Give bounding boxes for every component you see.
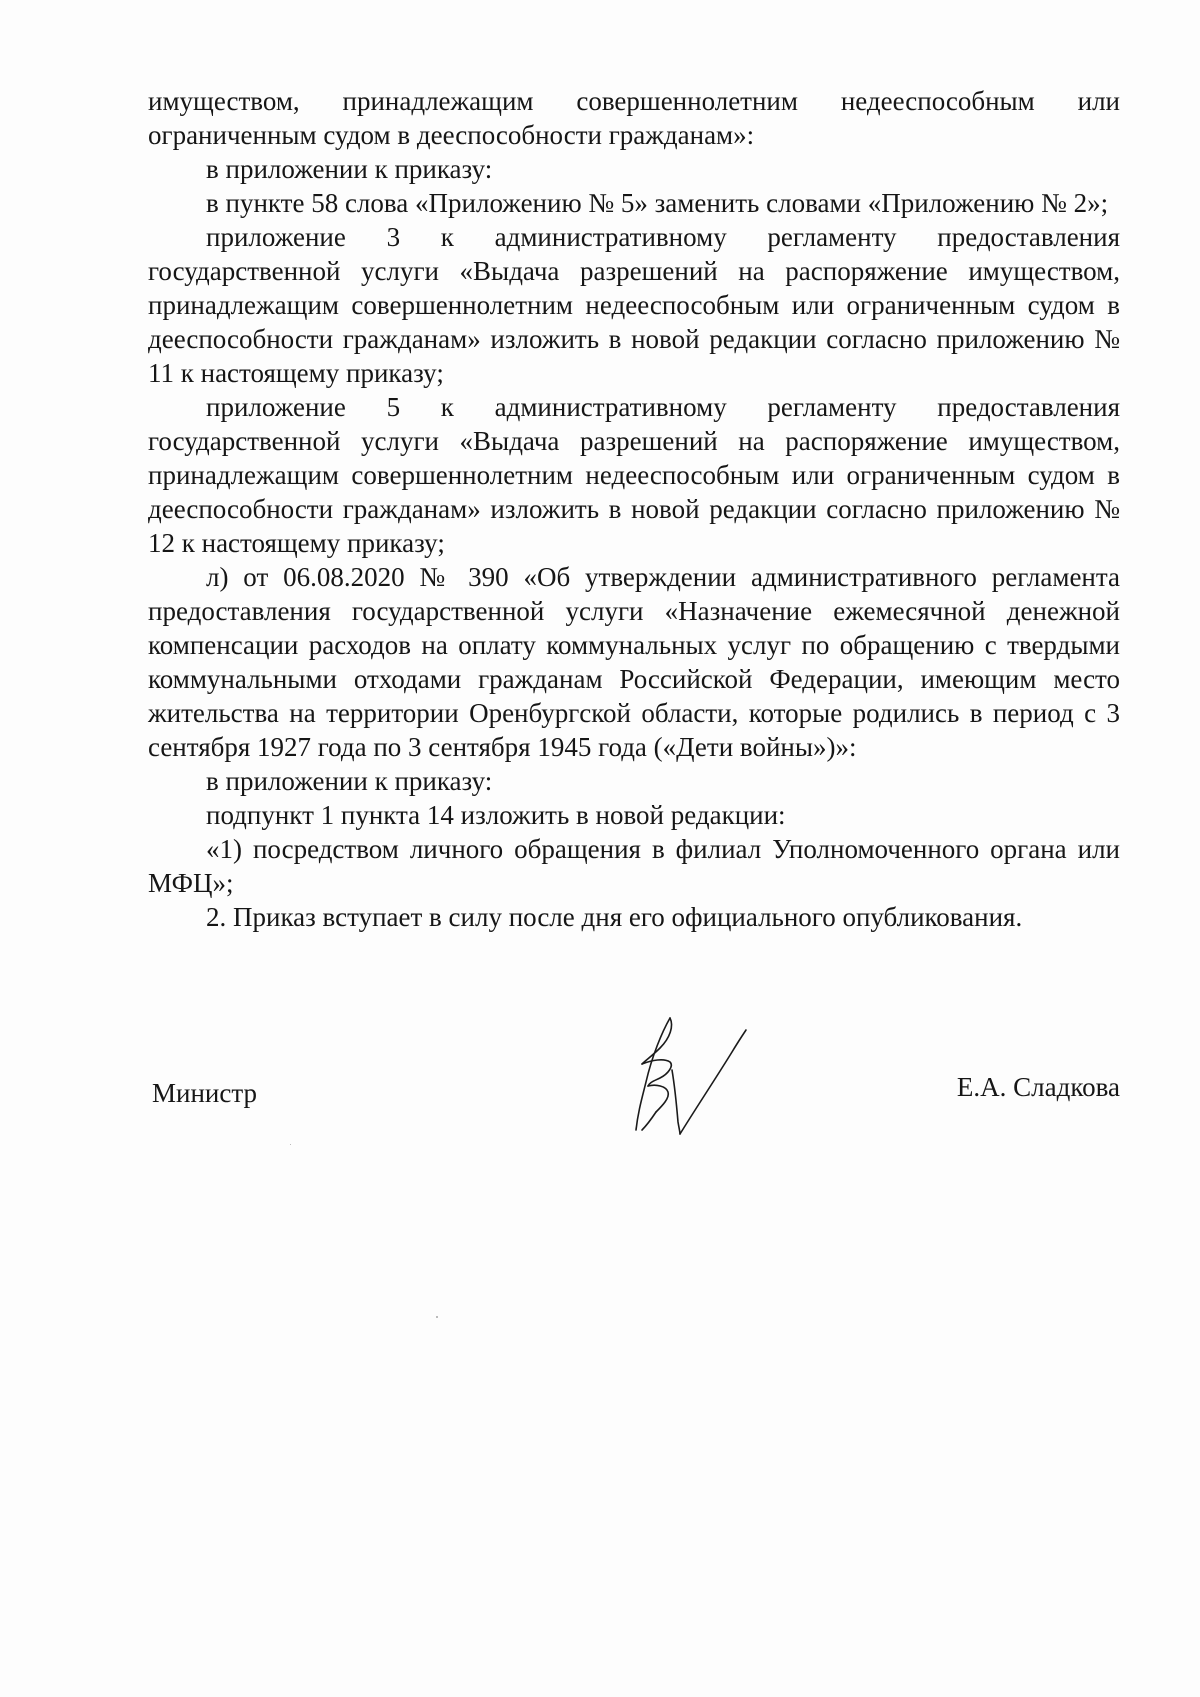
signatory-title: Министр (152, 1078, 257, 1108)
paragraph: в пункте 58 слова «Приложению № 5» заменить словами «Приложению № 2»; (206, 188, 1109, 218)
signature-block (148, 1012, 1120, 1142)
signatory-name: Е.А. Сладкова (956, 1072, 1120, 1102)
paragraph: подпункт 1 пункта 14 изложить в новой редакции: (206, 800, 786, 830)
handwritten-signature (612, 1012, 762, 1142)
paragraph: л) от 06.08.2020 № 390 «Об утверждении административного регламента предоставления государственной услуги «Назначение ежемесячной денежной компенсации расходов на оплату коммунальных услуг по обращению с твердыми коммунальными отходами гражданам Российской Федерации, имеющим место жительства на территории Оренбургской области, которые родились в период с 3 сентября 1927 года по 3 сентября 1945 года («Дети войны»)»: (148, 562, 1120, 762)
paragraph: «1) посредством личного обращения в филиал Уполномоченного органа или МФЦ»; (148, 834, 1120, 898)
scan-speck (290, 1144, 291, 1145)
scan-speck (436, 1316, 438, 1318)
paragraph-continuation: имуществом, принадлежащим совершеннолетним недееспособным или ограниченным судом в дееспособности гражданам»: (148, 86, 1120, 150)
paragraph: в приложении к приказу: (206, 154, 493, 184)
paragraph: приложение 5 к административному регламенту предоставления государственной услуги «Выдача разрешений на распоряжение имуществом, принадлежащим совершеннолетним недееспособным или ограниченным судом в дееспособности гражданам» изложить в новой редакции согласно приложению № 12 к настоящему приказу; (148, 392, 1120, 558)
paragraph: приложение 3 к административному регламенту предоставления государственной услуги «Выдача разрешений на распоряжение имуществом, принадлежащим совершеннолетним недееспособным или ограниченным судом в дееспособности гражданам» изложить в новой редакции согласно приложению № 11 к настоящему приказу; (148, 222, 1120, 388)
document-body (148, 84, 1120, 934)
paragraph: в приложении к приказу: (206, 766, 493, 796)
paragraph-final-clause: 2. Приказ вступает в силу после дня его официального опубликования. (206, 902, 1023, 932)
